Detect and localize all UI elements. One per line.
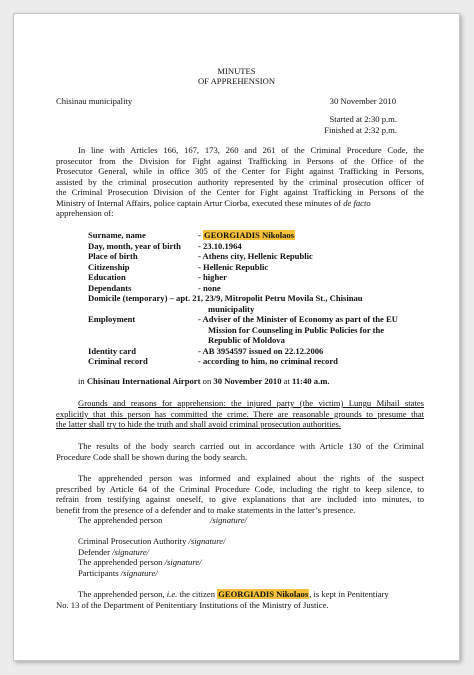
apprehension-location — [78, 376, 330, 387]
signature-label: Defender — [78, 546, 110, 557]
intro-line: In line with Articles 166, 167, 173, 260 and 261 of the Criminal Procedure Code, the — [78, 145, 424, 155]
signature-prosecution — [78, 536, 225, 547]
field-label: Day, month, year of birth — [88, 240, 181, 251]
field-value: - Hellenic Republic — [198, 261, 269, 272]
text: The apprehended person, — [78, 589, 165, 599]
text: at — [283, 376, 290, 386]
field-value: - according to him, no criminal record — [198, 356, 338, 366]
title-minutes: MINUTES — [217, 66, 256, 76]
apprehended-signature-line — [78, 515, 162, 526]
field-value: - higher — [198, 272, 227, 282]
signature-defender — [78, 547, 149, 558]
started-time: Started at 2:30 p.m. — [329, 114, 397, 124]
intro-line-6 — [56, 198, 371, 209]
signature-label: The apprehended person — [78, 515, 163, 525]
intro-line: Prosecutor General, while in office 305 of the Center for Fight against Trafficking in Persons, — [56, 166, 424, 176]
grounds-line: the latter shall try to hide the truth and shall avoid criminal prosecution authorities. — [56, 419, 341, 429]
field-value: - GEORGIADIS Nikolaos — [198, 230, 295, 240]
rights-line: The apprehended person was informed and explained about the rights of the suspect — [78, 473, 424, 483]
field-label: Citizenship — [88, 261, 130, 272]
field-label: Identity card — [88, 345, 136, 356]
search-line: Procedure Code shall be shown during the body search. — [56, 451, 248, 462]
search-line: The results of the body search carried out in accordance with Article 130 of the Criminal — [78, 441, 424, 451]
signature-mark: /signature/ — [210, 515, 247, 525]
title-apprehension: OF APPREHENSION — [197, 76, 276, 86]
text: on — [202, 376, 212, 386]
field-label: Place of birth — [88, 251, 138, 261]
intro-line-text: Ministry of Internal Affairs, police captain Artur Ciorba, executed these minutes of — [56, 197, 342, 208]
field-value: Republic of Moldova — [208, 335, 285, 345]
apprehension-date: 30 November 2010 — [213, 376, 282, 386]
signature-label: Criminal Prosecution Authority — [78, 536, 187, 546]
intro-last-line: apprehension of: — [56, 208, 114, 218]
text: in — [78, 376, 85, 386]
field-value: - Athens city, Hellenic Republic — [198, 251, 313, 261]
signature-participants — [78, 568, 158, 579]
field-value: - Adviser of the Minister of Economy as part of the EU — [198, 314, 398, 324]
intro-line: assisted by the criminal prosecution authority represented by the criminal prosecution officer of — [56, 176, 424, 187]
field-label: Education — [88, 272, 126, 282]
field-label: Surname, name — [88, 230, 146, 240]
name-highlight: GEORGIADIS Nikolaos — [204, 230, 295, 240]
grounds-line: Grounds and reasons for apprehension: the injured party (the victim) Lungu Mihail states — [78, 398, 424, 408]
document-page — [13, 13, 460, 661]
field-label: Criminal record — [88, 356, 148, 366]
field-value: Mission for Counseling in Public Policies for the — [208, 324, 385, 335]
de-facto-italic: de facto — [343, 197, 371, 208]
signature-mark: /signature/ — [112, 546, 150, 557]
apprehension-time: 11:40 a.m. — [292, 376, 330, 386]
final-line-2: No. 13 of the Department of Penitentiary Institutions of the Ministry of Justice. — [56, 599, 329, 610]
signature-mark: /signature/ — [188, 536, 226, 546]
field-value: municipality — [208, 303, 255, 314]
field-label: Employment — [88, 314, 136, 324]
ie-italic: i.e. — [166, 589, 178, 599]
airport: Chisinau International Airport — [86, 376, 201, 386]
name-highlight: GEORGIADIS Nikolaos — [218, 589, 309, 599]
signature-label: Participants — [78, 567, 119, 578]
text: the citizen — [179, 589, 215, 599]
signature-apprehended — [78, 557, 202, 568]
rights-line: refrain from testifying against oneself, to give explanations that are included into minutes, to — [56, 494, 424, 504]
intro-line: prosecutor from the Division for Fight against Trafficking in Persons of the Office of the — [56, 155, 424, 166]
signature-mark: /signature/ — [120, 567, 158, 578]
place: Chisinau municipality — [56, 96, 133, 106]
signature-mark: /signature/ — [164, 557, 202, 567]
signature-label: The apprehended person — [78, 557, 163, 567]
final-line-1 — [78, 589, 389, 600]
intro-line: the Criminal Prosecution Division of the Center for Fight against Trafficking in Persons of the — [56, 187, 424, 197]
field-label: Domicile (temporary) – apt. 21, 23/9, Mitropolit Petru Movila St., Chisinau — [88, 293, 363, 303]
date: 30 November 2010 — [329, 96, 396, 106]
rights-line: benefit from the presence of a defender and to make statements in the latter’s presence. — [56, 504, 356, 515]
text: , is kept in Penitentiary — [309, 589, 389, 599]
field-value: - none — [198, 282, 221, 293]
field-value: - 23.10.1964 — [198, 240, 242, 251]
field-value: - AB 3954597 issued on 22.12.2006 — [198, 345, 324, 356]
finished-time: Finished at 2:32 p.m. — [324, 124, 397, 135]
rights-line: prescribed by Article 64 of the Criminal Procedure Code, including the right to keep silence, to — [56, 483, 424, 494]
grounds-line: explicitly that this person has committed the crime. There are reasonable grounds to presume that — [56, 408, 424, 419]
field-label: Dependants — [88, 282, 132, 293]
